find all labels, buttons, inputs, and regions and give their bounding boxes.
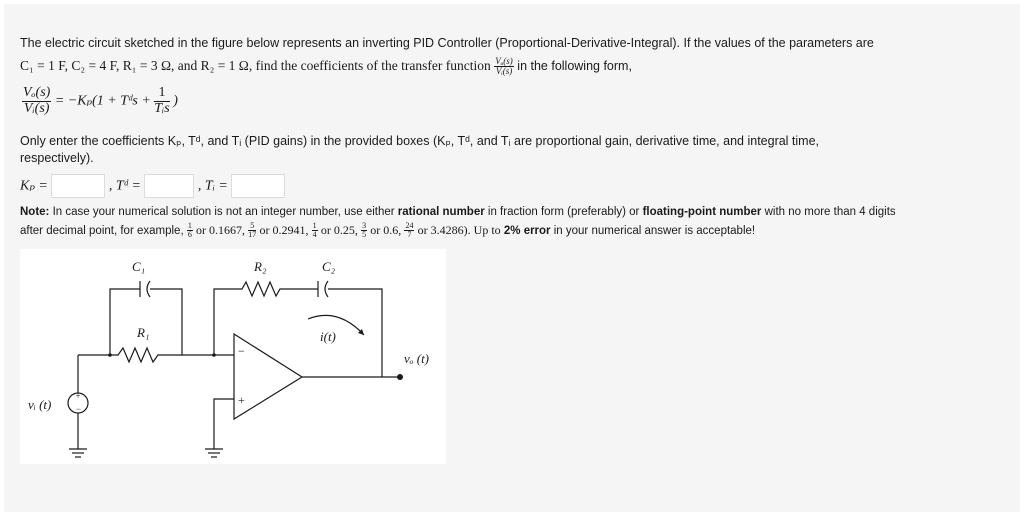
parameter-values: C₁ = 1 F, C₂ = 4 F, R₁ = 3 Ω, and R₂ = 1 Ω, find the coefficients of the transfer function	[20, 58, 491, 74]
r2-resistor	[214, 282, 318, 355]
circuit-figure	[20, 249, 446, 464]
source-minus-sign: −	[76, 404, 82, 414]
instructions-line-1: Only enter the coefficients Kₚ, Tᵈ, and Tᵢ (PID gains) in the provided boxes (Kₚ, Tᵈ, and Tᵢ are proportional gain, derivative time, and integral time,	[20, 134, 820, 148]
ti-label: , Tᵢ =	[197, 178, 228, 194]
c1-right-wire	[150, 289, 182, 355]
plus-input-wire	[214, 399, 234, 449]
td-label: , Tᵈ =	[108, 178, 141, 194]
note-line-1: Note: In case your numerical solution is not an integer number, use either rational number in fraction form (preferably) or floating-point number with no more than 4 digits	[20, 206, 896, 218]
kp-label: Kₚ =	[20, 178, 48, 194]
c1-label: C₁	[132, 259, 146, 274]
current-label: i(t)	[320, 329, 336, 344]
kp-input[interactable]	[51, 174, 105, 198]
instructions-line-2: respectively).	[20, 151, 94, 165]
transfer-function-fraction: $\frac{\text{Vₒ(s)}}{\text{Vᵢ(s)}}$	[495, 56, 513, 77]
current-arrow	[308, 315, 364, 335]
c2-label: C₂	[322, 259, 336, 274]
question-intro: The electric circuit sketched in the figure below represents an inverting PID Controller (Proportional-Derivative-Integral). If the values of the parameters are	[20, 36, 874, 50]
equation-lhs: $\frac{\text{Vₒ(s)}}{\text{Vᵢ(s)}}$	[23, 85, 51, 116]
source-plus-sign: +	[75, 391, 81, 401]
params-tail: in the following form,	[517, 59, 632, 74]
answer-row	[20, 174, 285, 198]
c1-left-wire	[110, 289, 140, 355]
c2-plate-right	[325, 281, 328, 297]
ti-input[interactable]	[231, 174, 285, 198]
c1-plate-right	[147, 281, 150, 297]
op-amp-plus: +	[238, 393, 245, 407]
feedback-right-wire	[328, 289, 382, 377]
question-params-line	[20, 57, 632, 77]
r1-resistor	[110, 348, 214, 362]
output-terminal	[397, 374, 403, 380]
td-input[interactable]	[144, 174, 194, 198]
pid-equation: $\frac{\text{Vₒ(s)}}{\text{Vᵢ(s)}}$ = −Kₚ(1 + Tᵈs + $\frac{1}{\text{Tᵢs}}$ )	[23, 85, 178, 116]
vin-label: vᵢ (t)	[28, 397, 52, 412]
r1-label: R₁	[137, 325, 150, 340]
op-amp-minus: −	[238, 344, 245, 358]
note-line-2: after decimal point, for example, $\frac{1}{6}$ or 0.1667, $\frac{5}{17}$ or 0.2941, $\frac{1}{4}$ or 0.25, $\frac{3}{5}$ or 0.6, $\frac{24}{7}$ or 3.4286). Up to 2% error in your numerical answer is acceptable!	[20, 221, 756, 240]
equation-integral-term: $\frac{1}{\text{Tᵢs}}$	[154, 85, 170, 116]
vout-label: vₒ (t)	[404, 351, 430, 366]
pid-circuit-diagram	[20, 249, 446, 464]
r2-label: R₂	[254, 259, 267, 274]
